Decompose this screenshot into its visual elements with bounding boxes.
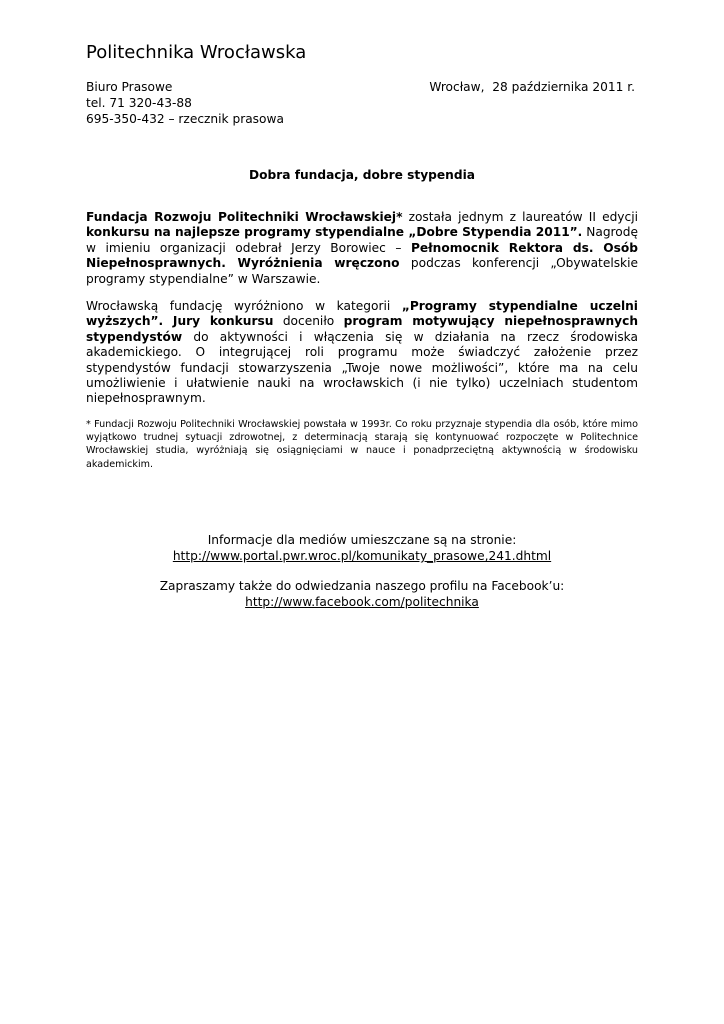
paragraph-category-text-2: doceniło (273, 314, 344, 329)
facebook-link[interactable]: http://www.facebook.com/politechnika (245, 595, 479, 609)
press-releases-link[interactable]: http://www.portal.pwr.wroc.pl/komunikaty_prasowe,241.dhtml (172, 549, 552, 563)
foundation-name: Fundacja Rozwoju Politechniki Wrocławskiej* (86, 210, 403, 224)
paragraph-category-text-1: Wrocławską fundację wyróżniono w kategorii (86, 299, 402, 313)
place-and-date: Wrocław, 28 października 2011 r. (429, 80, 635, 94)
facebook-invite-label: Zapraszamy także do odwiedzania naszego profilu na Facebook’u: (159, 579, 565, 593)
organization-title: Politechnika Wrocławska (86, 42, 307, 63)
media-info-block (86, 532, 638, 610)
paragraph-award-text-1: została jednym z laureatów II edycji (402, 210, 638, 224)
press-release-headline: Dobra fundacja, dobre stypendia (249, 168, 475, 182)
program-description: program motywujący niepełnosprawnych stypendystów (86, 314, 639, 344)
foundation-footnote: * Fundacji Rozwoju Politechniki Wrocławskiej powstała w 1993r. Co roku przyznaje stypendia dla osób, które mimo wyjątkowo trudnej sytuacji zdrowotnej, z determinacją starają się kontynuować rozpoczęte w Politechnice Wrocławskiej studia, wyróżniają się osiągnięciami w nauce i ponadprzeciętną aktywnością w środowisku akademickim. (86, 419, 638, 470)
media-info-label: Informacje dla mediów umieszczane są na stronie: (207, 533, 517, 547)
spacer (86, 564, 638, 578)
paragraph-category (86, 299, 638, 407)
press-office-label: Biuro Prasowe (86, 80, 173, 94)
recipient-title: Pełnomocnik Rektora ds. Osób Niepełnosprawnych. Wyróżnienia wręczono (86, 240, 639, 271)
contest-name: konkursu na najlepsze programy stypendialne „Dobre Stypendia 2011”. (86, 225, 583, 240)
phone-number: tel. 71 320-43-88 (86, 96, 192, 110)
category-name: „Programy stypendialne uczelni wyższych”. Jury konkursu (86, 299, 638, 329)
contact-block (86, 79, 284, 127)
paragraph-award-text-2: Nagrodę w imieniu organizacji odebrał Jerzy Borowiec – (86, 225, 638, 255)
spokesperson-phone: 695-350-432 – rzecznik prasowa (86, 112, 284, 126)
paragraph-category-text-3: do aktywności i włączenia się w działania na rzecz środowiska akademickiego. O integrującej roli programu może świadczyć założenie przez stypendystów fundacji stowarzyszenia „Twoje nowe możliwości”, które ma na celu umożliwienie i ułatwienie nauki na wrocławskich (i nie tylko) uczelniach studentom niepełnosprawnym. (86, 329, 638, 406)
paragraph-award (86, 210, 638, 287)
paragraph-award-text-3: podczas konferencji „Obywatelskie programy stypendialne” w Warszawie. (86, 256, 638, 286)
